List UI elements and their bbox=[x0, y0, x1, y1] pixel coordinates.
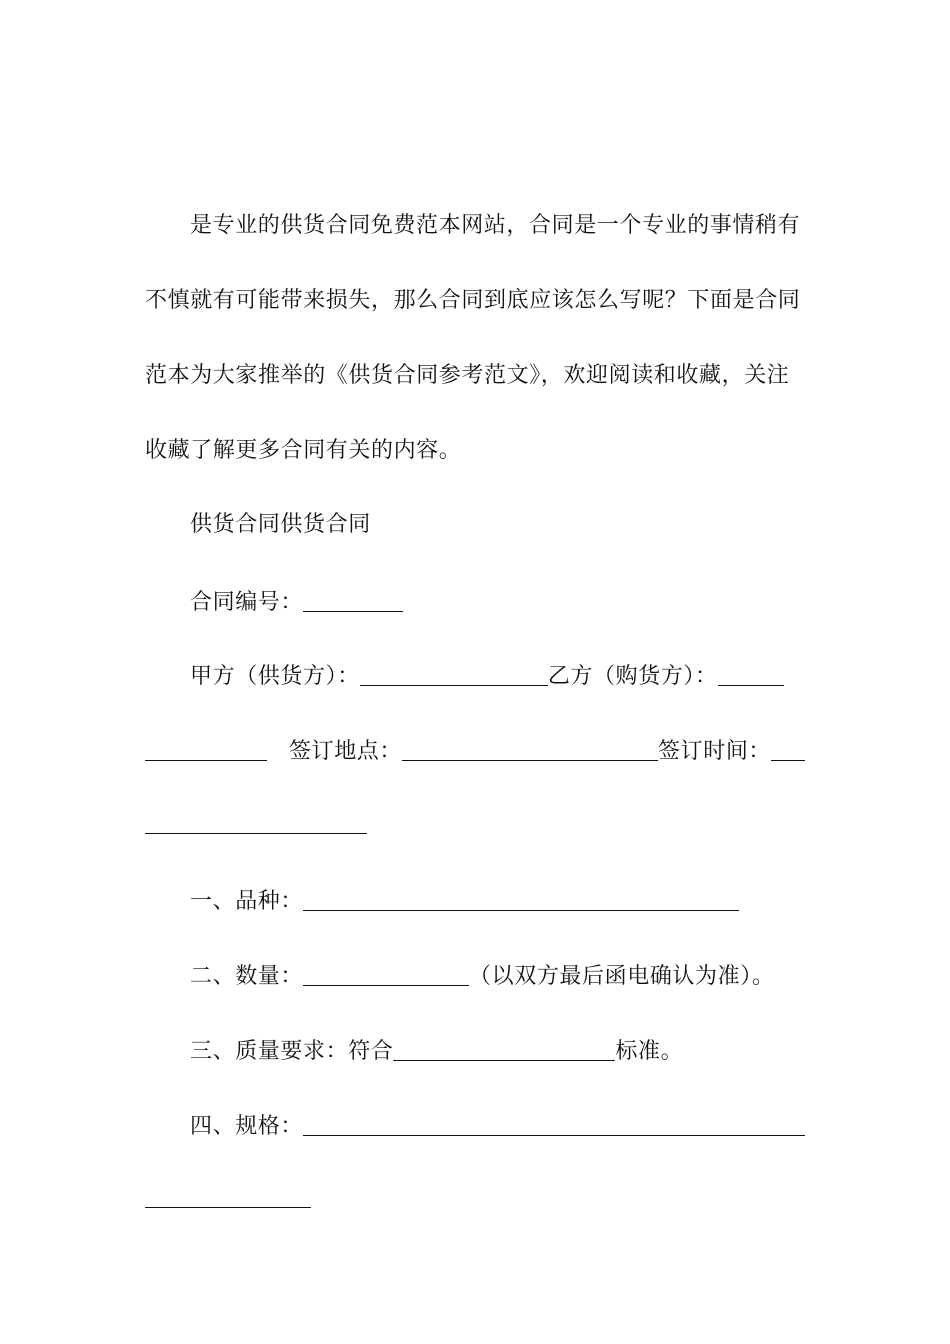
party-a-blank bbox=[360, 663, 548, 686]
item1-blank bbox=[303, 888, 739, 911]
intro-line-2: 不慎就有可能带来损失，那么合同到底应该怎么写呢？下面是合同 bbox=[145, 288, 801, 313]
item3-blank bbox=[393, 1038, 615, 1061]
sign-time-blank-cont bbox=[145, 832, 367, 834]
sign-time-label: 签订时间： bbox=[658, 739, 772, 764]
intro-line-1: 是专业的供货合同免费范本网站，合同是一个专业的事情稍有 bbox=[190, 213, 801, 238]
item2-suffix: （以双方最后函电确认为准）。 bbox=[469, 964, 775, 989]
item2-blank bbox=[303, 963, 469, 986]
item4-label: 四、规格： bbox=[190, 1114, 304, 1139]
party-b-label: 乙方（购货方）： bbox=[547, 664, 718, 689]
item4-blank-cont bbox=[145, 1206, 311, 1208]
parties-row bbox=[145, 660, 850, 692]
item4-blank bbox=[303, 1113, 805, 1136]
sign-place-blank bbox=[402, 738, 658, 761]
party-a-label: 甲方（供货方）： bbox=[190, 664, 360, 689]
sign-place-label: 签订地点： bbox=[289, 739, 403, 764]
party-b-blank bbox=[718, 663, 784, 686]
contract-number-row bbox=[145, 586, 850, 618]
item3-row bbox=[145, 1035, 850, 1067]
party-b-blank-cont bbox=[145, 738, 267, 761]
contract-number-label: 合同编号： bbox=[190, 590, 304, 615]
item3-label: 三、质量要求：符合 bbox=[190, 1039, 394, 1064]
item3-suffix: 标准。 bbox=[615, 1039, 684, 1064]
item1-row bbox=[145, 885, 850, 917]
intro-line-4: 收藏了解更多合同有关的内容。 bbox=[145, 438, 462, 463]
item1-label: 一、品种： bbox=[190, 889, 304, 914]
sign-time-blank bbox=[771, 738, 805, 761]
item2-label: 二、数量： bbox=[190, 964, 304, 989]
item4-row bbox=[145, 1110, 850, 1142]
sign-info-row bbox=[145, 735, 805, 767]
item2-row bbox=[145, 960, 850, 992]
contract-heading: 供货合同供货合同 bbox=[190, 512, 371, 537]
intro-line-3: 范本为大家推举的《供货合同参考范文》，欢迎阅读和收藏，关注 bbox=[145, 363, 790, 388]
contract-number-blank bbox=[303, 589, 403, 612]
